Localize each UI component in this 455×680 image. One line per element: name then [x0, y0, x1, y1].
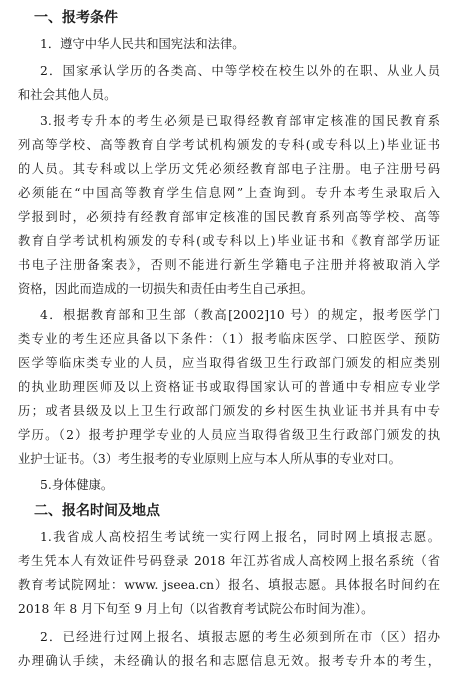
paragraph-4-line: 的执业助理医师及以上资格证书或取得国家认可的普通中专相应专业学: [18, 380, 440, 394]
paragraph-3-line: 3.报考专升本的考生必须是已取得经教育部审定核准的国民教育系: [40, 114, 440, 128]
paragraph-5: 5.身体健康。: [40, 478, 114, 492]
paragraph-3-line: 学报到时，必须持有经教育部审定核准的国民教育系列高等学校、高等: [18, 210, 440, 224]
paragraph-3-line: 必须能在“中国高等教育学生信息网”上查询到。专升本考生录取后入: [18, 186, 440, 200]
paragraph-3-line: 的人员。其专科或以上学历文凭必须经教育部电子注册。电子注册号码: [18, 162, 440, 176]
paragraph-3-line: 教育自学考试机构颁发的专科(或专科以上)毕业证书和《教育部学历证: [18, 234, 440, 248]
registration-paragraph-2-line: 办理确认手续，未经确认的报名和志愿信息无效。报考专升本的考生，: [18, 654, 440, 668]
paragraph-3-line: 资格，因此而造成的一切损失和责任由考生自己承担。: [18, 282, 314, 296]
paragraph-3-line: 列高等学校、高等教育自学考试机构颁发的专科(或专科以上)毕业证书: [18, 138, 440, 152]
paragraph-4-line: 医学等临床类专业的人员，应当取得省级卫生行政部门颁发的相应类别: [18, 356, 440, 370]
paragraph-4-line: 业护士证书。（3）考生报考的专业原则上应与本人所从事的专业对口。: [18, 452, 401, 466]
paragraph-3-line: 书电子注册备案表》，否则不能进行新生学籍电子注册并将被取消入学: [18, 258, 440, 272]
paragraph-2-line: 和社会其他人员。: [18, 88, 117, 102]
section-heading-registration: 二、报名时间及地点: [34, 503, 160, 519]
paragraph-4-line: 学历。（2）报考护理学专业的人员应当取得省级卫生行政部门颁发的执: [18, 428, 440, 442]
registration-paragraph-1-line: 1.我省成人高校招生考试统一实行网上报名，同时网上填报志愿。: [40, 530, 440, 544]
registration-paragraph-1-line: 考生凭本人有效证件号码登录 2018 年江苏省成人高校网上报名系统（省: [18, 554, 440, 568]
paragraph-4-line: 历；或者县级及以上卫生行政部门颁发的乡村医生执业证书并具有中专: [18, 404, 440, 418]
paragraph-4-line: 类专业的考生还应具备以下条件：（1）报考临床医学、口腔医学、预防: [18, 332, 440, 346]
paragraph-1: 1．遵守中华人民共和国宪法和法律。: [40, 37, 245, 51]
registration-paragraph-1-line: 教育考试院网址：www. jseea.cn）报名、填报志愿。具体报名时间约在: [18, 578, 440, 592]
paragraph-4-line: 4．根据教育部和卫生部（教高[2002]10 号）的规定，报考医学门: [40, 308, 440, 322]
registration-paragraph-1-line: 2018 年 8 月下旬至 9 月上旬（以省教育考试院公布时间为准）。: [18, 602, 374, 616]
registration-paragraph-2-line: 2．已经进行过网上报名、填报志愿的考生必须到所在市（区）招办: [40, 630, 440, 644]
section-heading-requirements: 一、报考条件: [34, 10, 118, 26]
paragraph-2-line: 2．国家承认学历的各类高、中等学校在校生以外的在职、从业人员: [40, 64, 440, 78]
